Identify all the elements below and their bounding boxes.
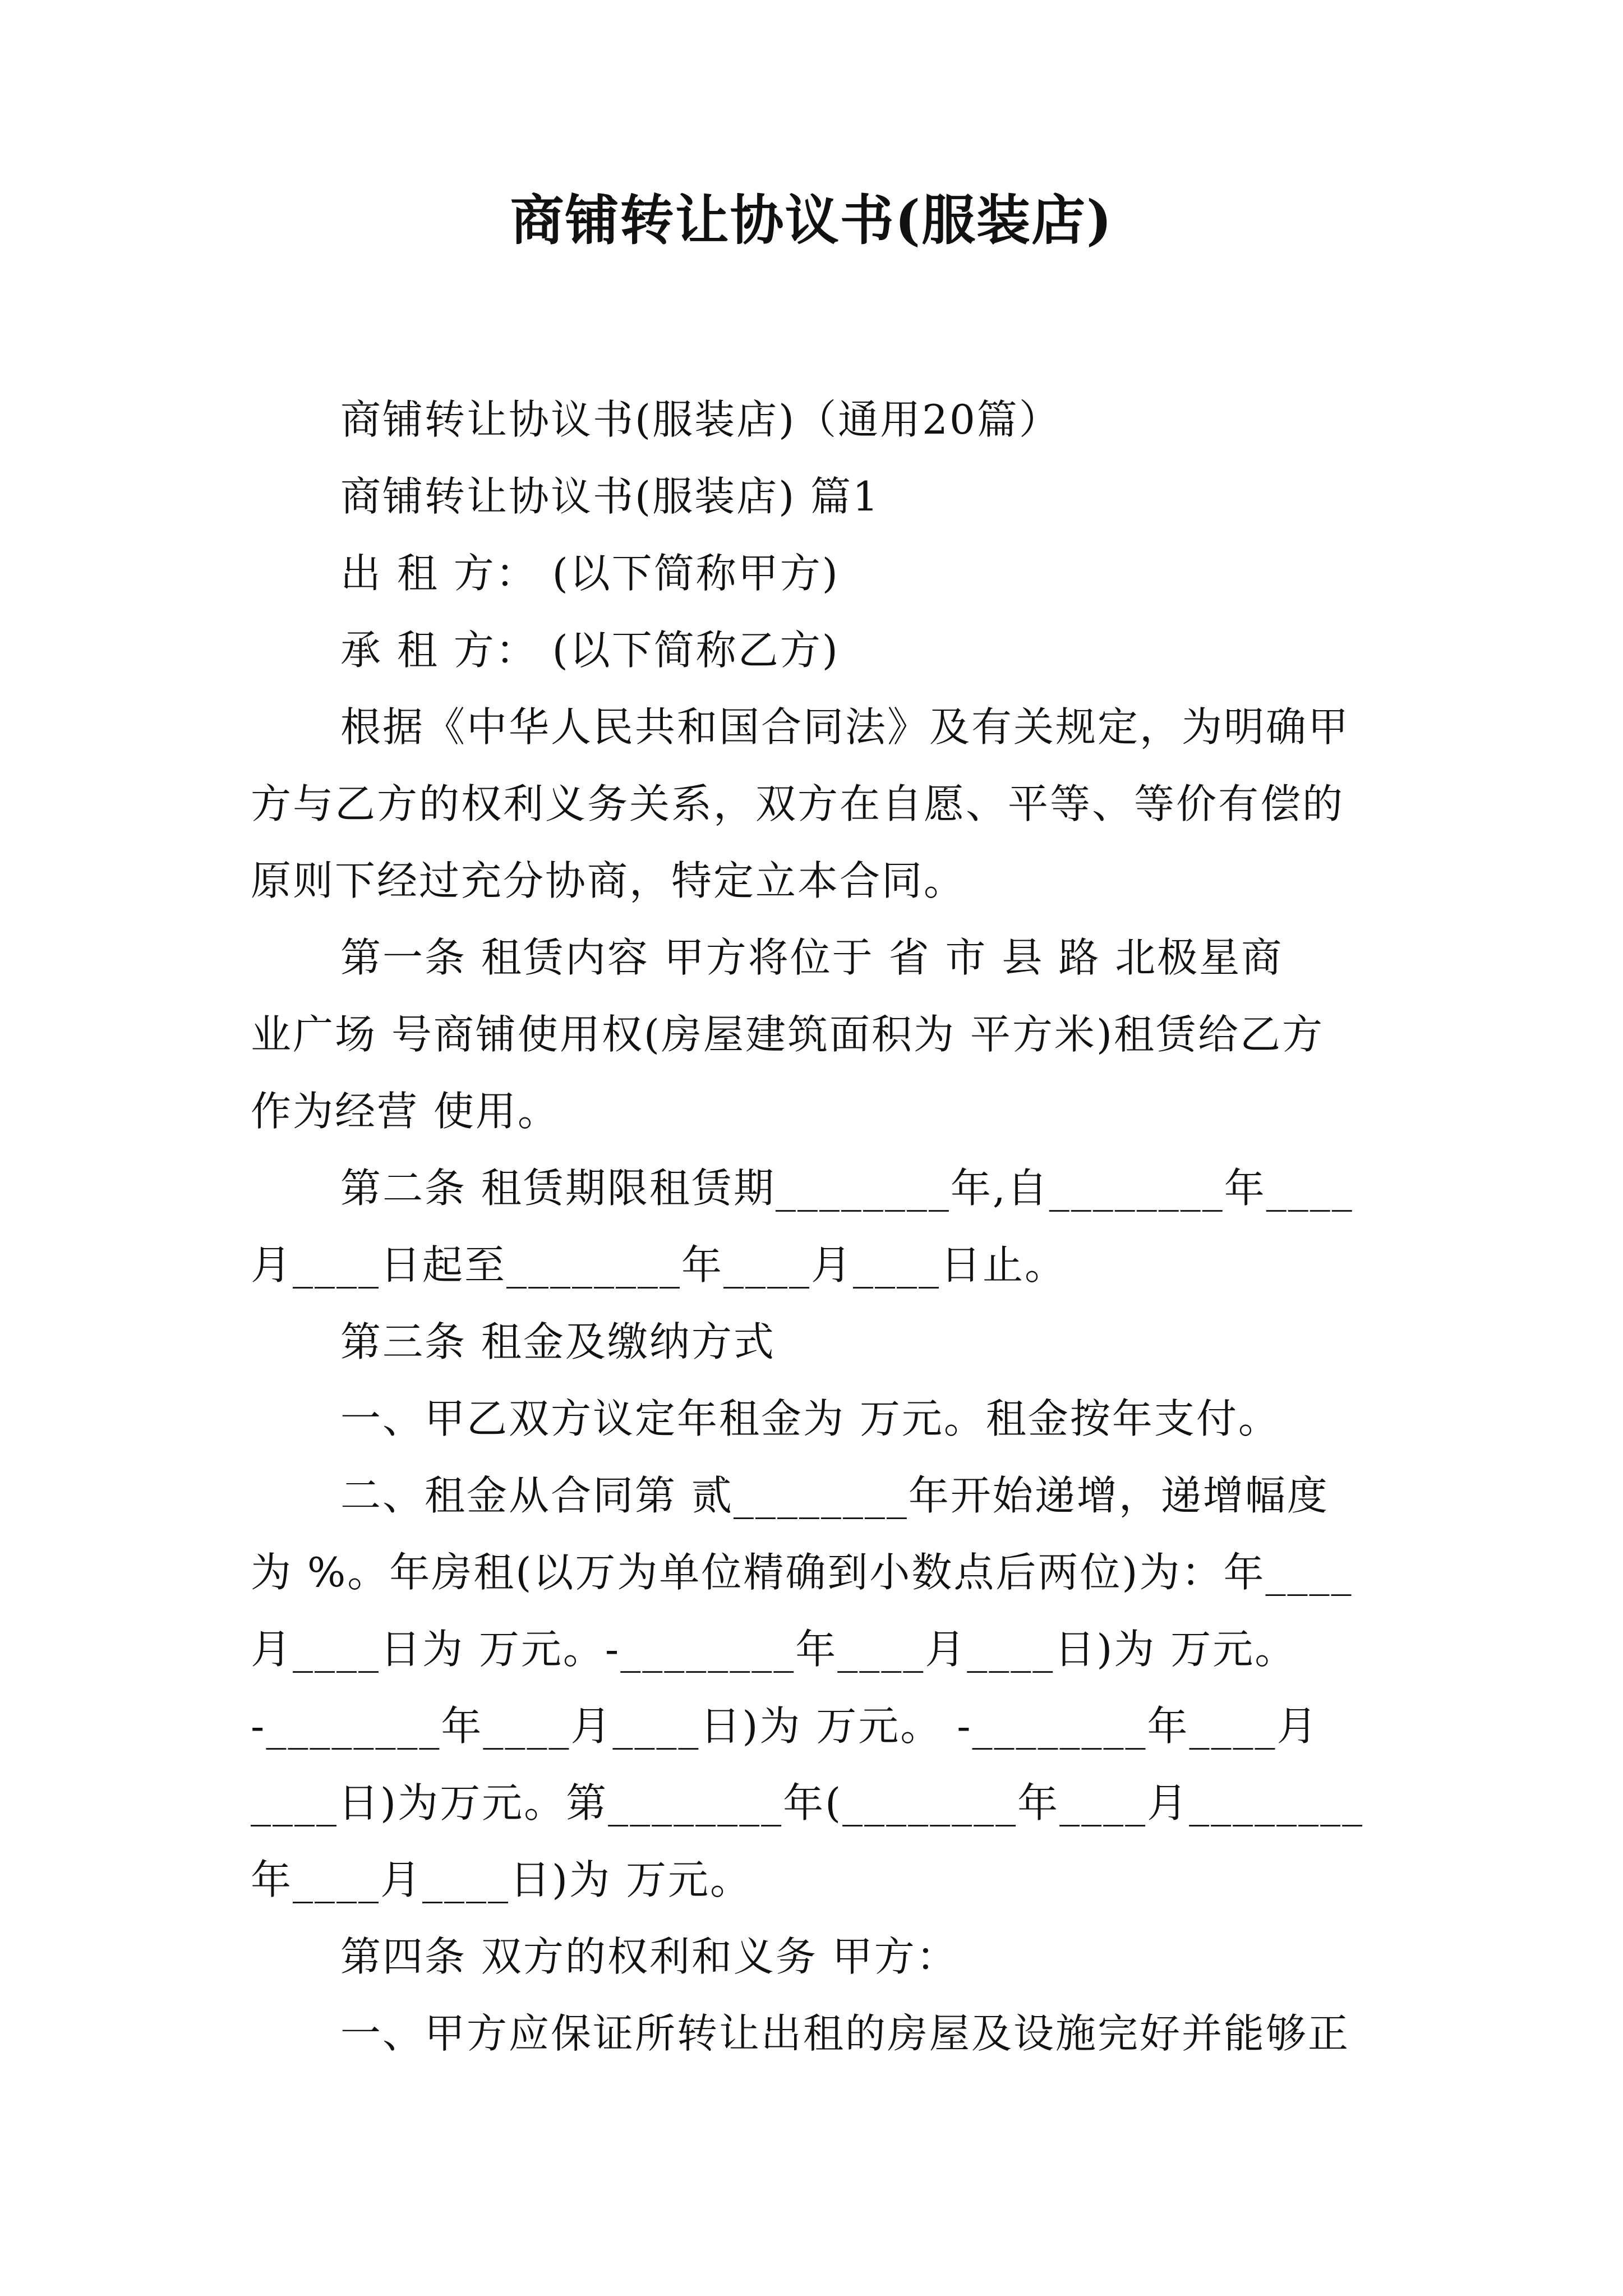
document-title: 商铺转让协议书(服装店) [510, 188, 1113, 252]
document-line: 商铺转让协议书(服装店) 篇1 [340, 473, 880, 520]
document-line: 承 租 方： (以下简称乙方) [340, 627, 840, 674]
document-line: 月____日起至________年____月____日止。 [251, 1241, 1067, 1289]
document-line: 为 %。年房租(以万为单位精确到小数点后两位)为：年____ [251, 1549, 1353, 1596]
document-line: 年____月____日)为 万元。 [251, 1856, 752, 1903]
document-line: 第三条 租金及缴纳方式 [340, 1318, 776, 1365]
document-line: -________年____月____日)为 万元。 -________年____月 [251, 1703, 1319, 1750]
document-line: 二、租金从合同第 贰________年开始递增，递增幅度 [340, 1472, 1329, 1519]
document-line: 第四条 双方的权利和义务 甲方： [340, 1933, 958, 1980]
document-line: 原则下经过充分协商，特定立本合同。 [251, 857, 966, 904]
document-line: 业广场 号商铺使用权(房屋建筑面积为 平方米)租赁给乙方 [251, 1011, 1324, 1058]
document-line: 方与乙方的权利义务关系，双方在自愿、平等、等价有偿的 [251, 780, 1345, 827]
document-line: 一、甲乙双方议定年租金为 万元。租金按年支付。 [340, 1395, 1280, 1442]
document-line: 商铺转让协议书(服装店)（通用20篇） [340, 396, 1061, 443]
document-line: 作为经营 使用。 [251, 1088, 560, 1135]
document-line: 第一条 租赁内容 甲方将位于 省 市 县 路 北极星商 [340, 934, 1284, 981]
document-line: 一、甲方应保证所转让出租的房屋及设施完好并能够正 [340, 2010, 1350, 2057]
document-line: 根据《中华人民共和国合同法》及有关规定，为明确甲 [340, 703, 1350, 751]
document-line: 出 租 方： (以下简称甲方) [340, 550, 840, 597]
document-line: 月____日为 万元。-________年____月____日)为 万元。 [251, 1626, 1297, 1673]
document-line: ____日)为万元。第________年(________年____月________ [251, 1779, 1364, 1826]
document-line: 第二条 租赁期限租赁期________年,自________年____ [340, 1165, 1354, 1212]
document-body [251, 381, 1389, 2072]
